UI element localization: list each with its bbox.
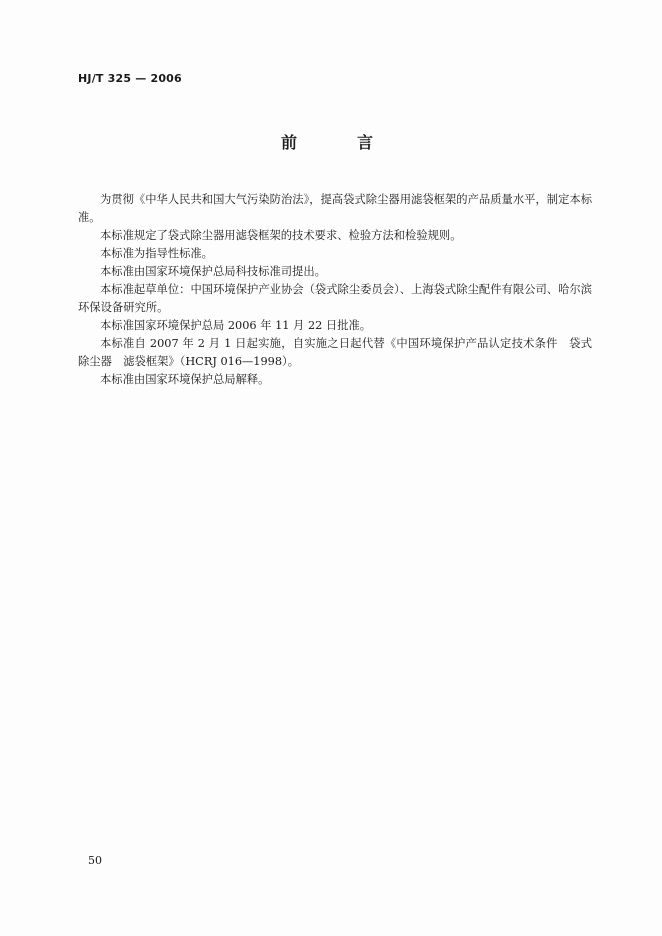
- paragraph-proposer: 本标准由国家环境保护总局科技标准司提出。: [100, 265, 326, 278]
- paragraph-effective: 本标准自 2007 年 2 月 1 日起实施，自实施之日起代替《中国环境保护产品认定技术条件 袋式除尘器 滤袋框架》（HCRJ 016—1998）。: [78, 337, 592, 368]
- paragraph-scope: 本标准规定了袋式除尘器用滤袋框架的技术要求、检验方法和检验规则。: [100, 229, 462, 242]
- paragraph-interpretation: 本标准由国家环境保护总局解释。: [100, 373, 270, 386]
- paragraph-approval: 本标准国家环境保护总局 2006 年 11 月 22 日批准。: [100, 319, 372, 332]
- page-number: 50: [88, 854, 102, 867]
- standard-code: HJ/T 325 — 2006: [78, 72, 182, 85]
- paragraph-drafters: 本标准起草单位：中国环境保护产业协会（袋式除尘委员会）、上海袋式除尘配件有限公司、哈尔滨环保设备研究所。: [78, 283, 592, 314]
- paragraph-nature: 本标准为指导性标准。: [100, 247, 213, 260]
- section-title: 前 言: [280, 133, 395, 152]
- paragraph-purpose: 为贯彻《中华人民共和国大气污染防治法》，提高袋式除尘器用滤袋框架的产品质量水平，制定本标准。: [78, 193, 592, 224]
- preface-body: [78, 191, 592, 389]
